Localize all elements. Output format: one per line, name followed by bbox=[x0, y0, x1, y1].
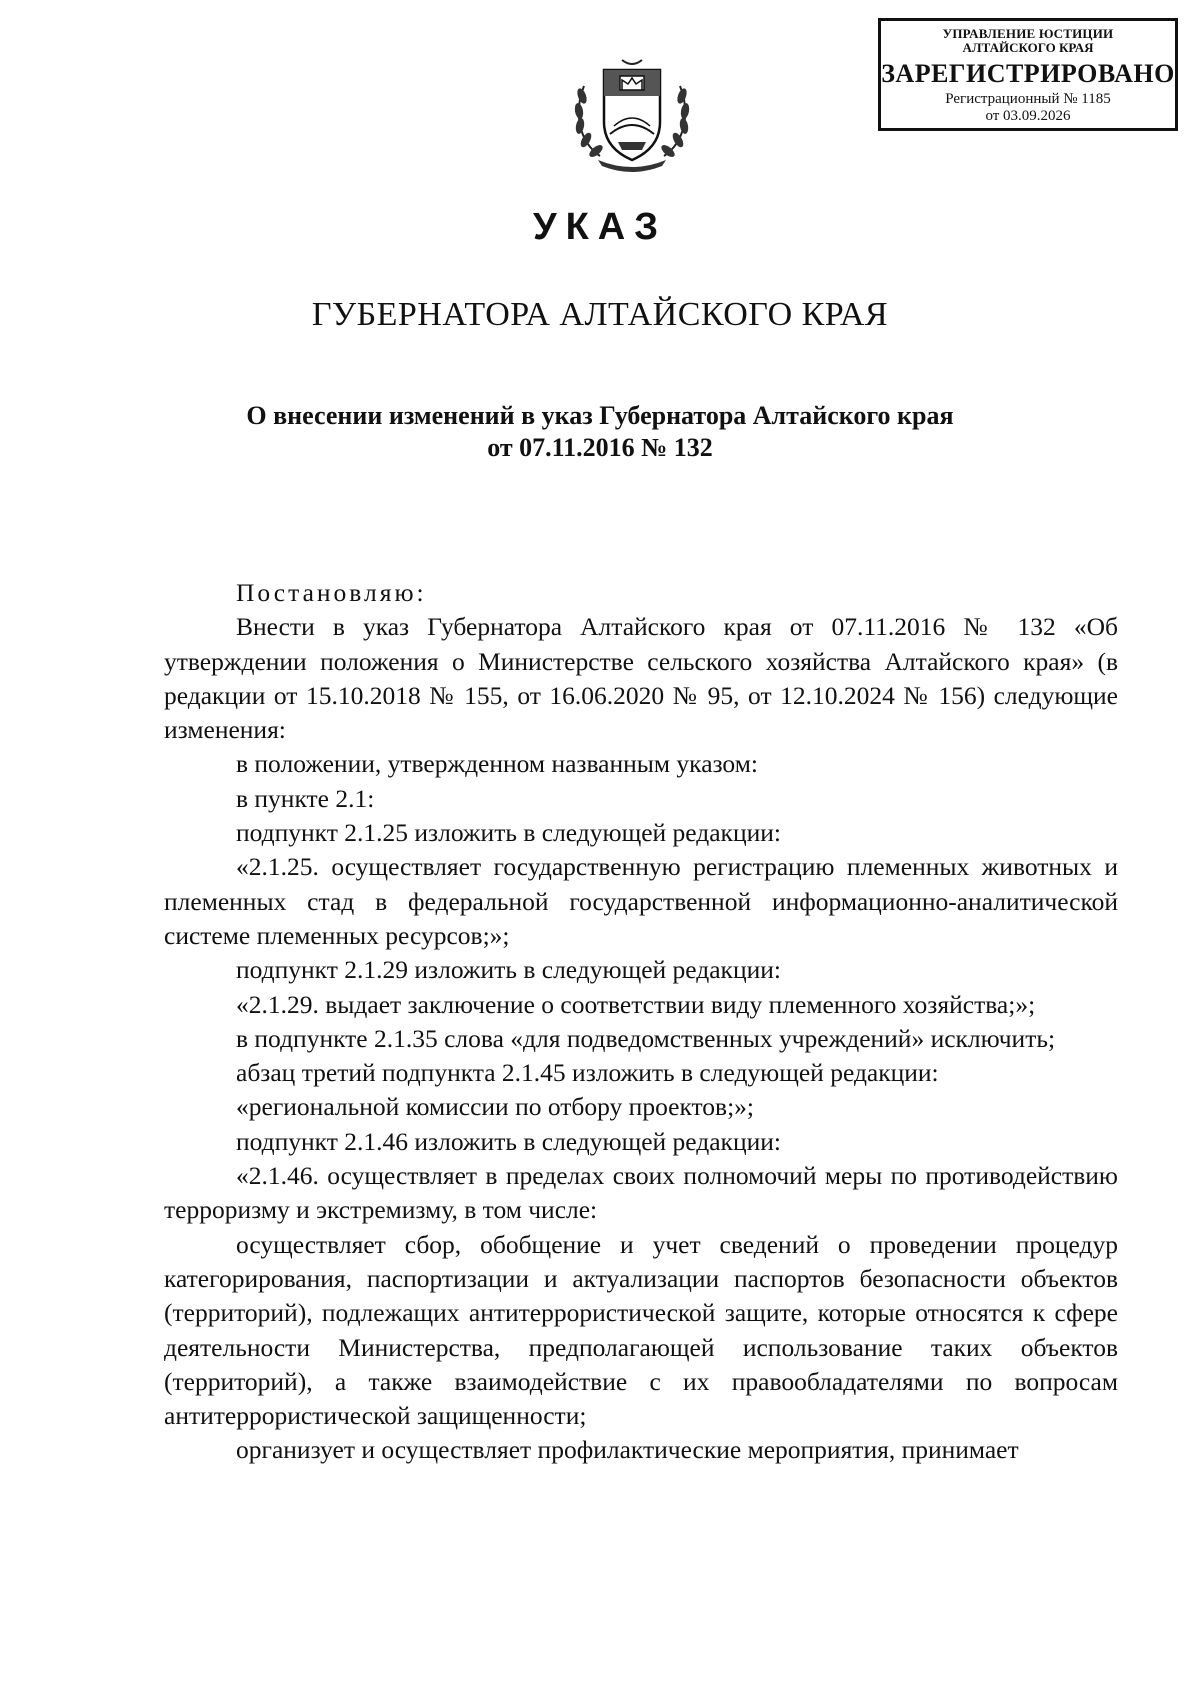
subject-line-2: от 07.11.2016 № 132 bbox=[487, 433, 713, 462]
stamp-status: ЗАРЕГИСТРИРОВАНО bbox=[881, 59, 1175, 89]
paragraph: подпункт 2.1.46 изложить в следующей редакции: bbox=[236, 1126, 781, 1156]
coat-of-arms-icon bbox=[570, 56, 694, 174]
paragraph: «2.1.25. осуществляет государственную регистрацию племенных животных и племенных стад в федеральной государственной информационно-аналитической системе племенных ресурсов;»; bbox=[164, 852, 1118, 950]
stamp-org-line1: УПРАВЛЕНИЕ ЮСТИЦИИ bbox=[942, 26, 1114, 41]
paragraph: в пункте 2.1: bbox=[236, 783, 375, 813]
stamp-org-line2: АЛТАЙСКОГО КРАЯ bbox=[962, 39, 1094, 55]
document-subject bbox=[0, 400, 1200, 464]
paragraph-decree: Постановляю: bbox=[236, 578, 427, 607]
issuer-title: ГУБЕРНАТОРА АЛТАЙСКОГО КРАЯ bbox=[311, 296, 889, 333]
document-type-title: УКАЗ bbox=[532, 206, 668, 248]
paragraph: в положении, утвержденном названным указом: bbox=[236, 749, 758, 779]
paragraph: подпункт 2.1.29 изложить в следующей редакции: bbox=[236, 955, 781, 985]
subject-line-1: О внесении изменений в указ Губернатора Алтайского края bbox=[246, 401, 954, 430]
paragraph: Внести в указ Губернатора Алтайского края от 07.11.2016 № 132 «Об утверждении положения о Министерстве сельского хозяйства Алтайского края» (в редакции от 15.10.2018 № 155, от 16.06.2020 № 95, от 12.10.2024 № 156) следующие изменения: bbox=[164, 612, 1118, 745]
paragraph: осуществляет сбор, обобщение и учет сведений о проведении процедур категорирования, паспортизации и актуализации паспортов безопасности объектов (территорий), подлежащих антитеррористической защите, которые относятся к сфере деятельности Министерства, предполагающей использование таких объектов (территорий), а также взаимодействие с их правообладателями по вопросам антитеррористической защищенности; bbox=[164, 1229, 1118, 1431]
paragraph: в подпункте 2.1.35 слова «для подведомственных учреждений» исключить; bbox=[236, 1023, 1056, 1053]
document-body bbox=[164, 576, 1118, 1468]
registration-stamp bbox=[878, 18, 1178, 131]
paragraph: абзац третий подпункта 2.1.45 изложить в следующей редакции: bbox=[236, 1058, 939, 1088]
paragraph: подпункт 2.1.25 изложить в следующей редакции: bbox=[236, 818, 781, 848]
paragraph: «2.1.46. осуществляет в пределах своих полномочий меры по противодействию терроризму и экстремизму, в том числе: bbox=[164, 1161, 1118, 1225]
paragraph: «региональной комиссии по отбору проектов;»; bbox=[236, 1092, 755, 1122]
paragraph: «2.1.29. выдает заключение о соответствии виду племенного хозяйства;»; bbox=[236, 989, 1036, 1019]
stamp-date: от 03.09.2026 bbox=[985, 108, 1071, 125]
paragraph: организует и осуществляет профилактические мероприятия, принимает bbox=[236, 1435, 1019, 1465]
stamp-registration-number: Регистрационный № 1185 bbox=[945, 90, 1111, 107]
